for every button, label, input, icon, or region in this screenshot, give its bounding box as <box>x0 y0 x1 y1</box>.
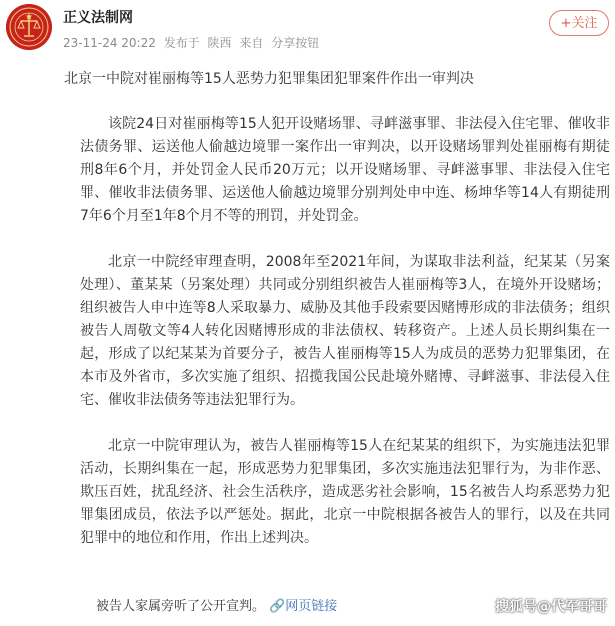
account-name[interactable]: 正义法制网 <box>63 10 133 26</box>
post-source-label: 来自 <box>239 36 264 50</box>
web-link[interactable]: 网页链接 <box>285 599 338 614</box>
post-header <box>0 0 615 64</box>
post-published-label: 发布于 <box>163 36 200 50</box>
post-location: 陕西 <box>207 36 232 50</box>
article-paragraph: 北京一中院经审理查明，2008年至2021年间，为谋取非法利益，纪某某（另案处理）、董某某（另案处理）共同或分别组织被告人崔丽梅等3人，在境外开设赌场；组织被告人申中连等8人采取暴力、威胁及其他手段索要因赌博形成的非法债务；组织被告人周敬文等4人转化因赌博形成的非法债权、转移资产。上述人员长期纠集在一起，形成了以纪某某为首要分子，被告人崔丽梅等15人为成员的恶势力犯罪集团，在本市及外省市，多次实施了组织、招揽我国公民赴境外赌博、寻衅滋事、非法侵入住宅、催收非法债务等违法犯罪行为。 <box>80 254 610 408</box>
post-meta <box>63 35 323 51</box>
article-body <box>80 113 610 573</box>
article-paragraph: 该院24日对崔丽梅等15人犯开设赌场罪、寻衅滋事罪、非法侵入住宅罪、催收非法债务罪、运送他人偷越边境罪一案作出一审判决，以开设赌场罪判处崔丽梅有期徒刑8年6个月，并处罚金人民币20万元；以开设赌场罪、寻衅滋事罪、非法侵入住宅罪、催收非法债务罪、运送他人偷越边境罪分别判处申中连、杨坤华等14人有期徒刑7年6个月至1年8个月不等的刑罚，并处罚金。 <box>80 116 610 224</box>
post-date: 23-11-24 20:22 <box>63 36 156 50</box>
link-icon: 🔗 <box>269 599 286 614</box>
article-closing <box>96 598 337 616</box>
article-paragraph: 北京一中院审理认为，被告人崔丽梅等15人在纪某某的组织下，为实施违法犯罪活动，长期纠集在一起，形成恶势力犯罪集团，多次实施违法犯罪行为，为非作恶、欺压百姓，扰乱经济、社会生活秩序，造成恶劣社会影响，15名被告人均系恶势力犯罪集团成员，依法予以严惩处。据此，北京一中院根据各被告人的罪行，以及在共同犯罪中的地位和作用，作出上述判决。 <box>80 438 610 546</box>
share-button[interactable]: 分享按钮 <box>271 36 320 50</box>
follow-button[interactable]: +关注 <box>549 10 609 36</box>
article-title: 北京一中院对崔丽梅等15人恶势力犯罪集团犯罪案件作出一审判决 <box>64 71 474 87</box>
account-avatar[interactable] <box>6 4 52 50</box>
closing-text: 被告人家属旁听了公开宣判。 <box>96 599 266 614</box>
watermark: 搜狐号@代军哥哥 <box>495 599 607 615</box>
court-emblem-icon <box>6 4 52 50</box>
